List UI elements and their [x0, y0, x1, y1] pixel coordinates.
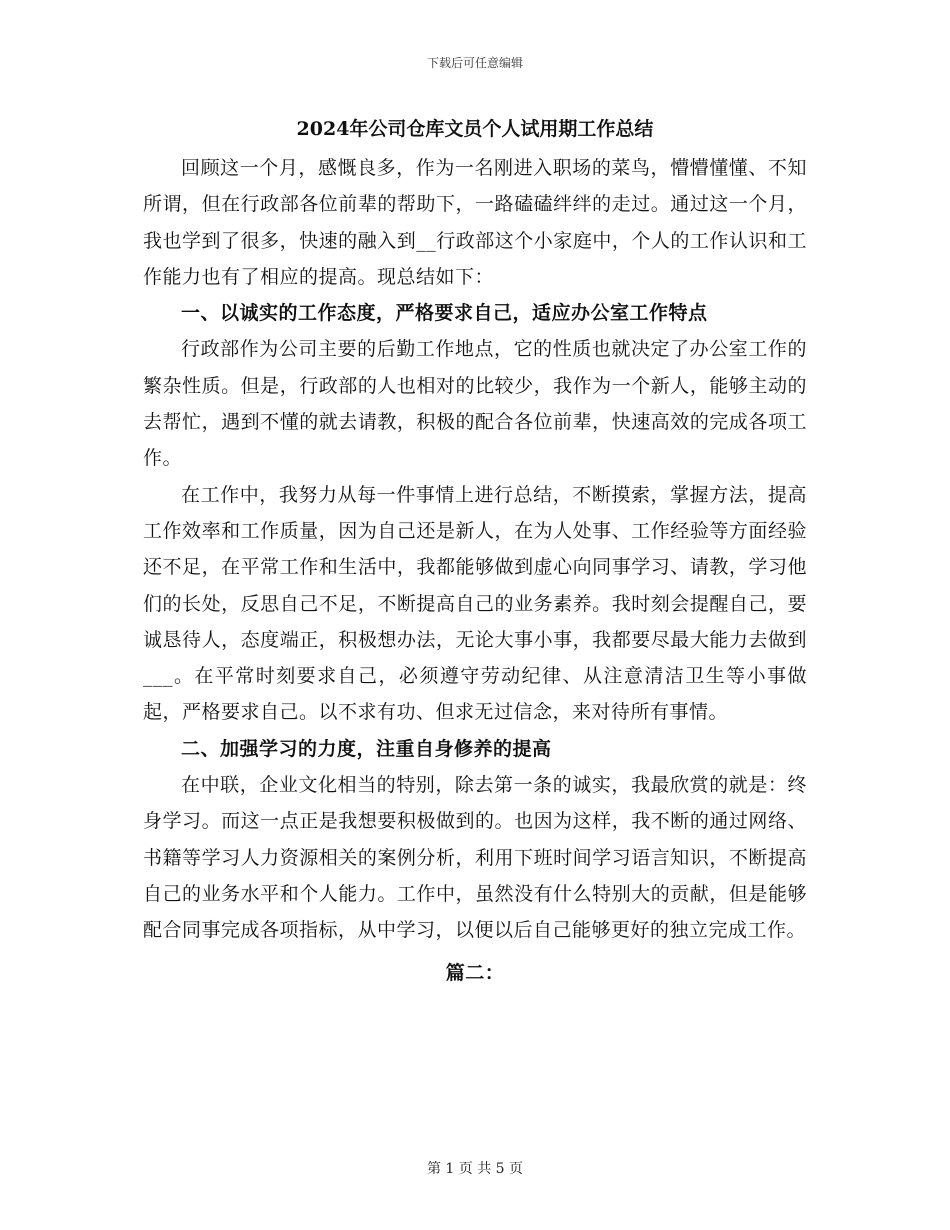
page-indicator: 第 1 页 共 5 页 [426, 1161, 524, 1177]
body-paragraph: 在工作中，我努力从每一件事情上进行总结，不断摸索，掌握方法，提高工作效率和工作质量，因为自己还是新人，在为人处事、工作经验等方面经验还不足，在平常工作和生活中，我都能够做到虚心向同事学习、请教，学习他们的长处，反思自己不足，不断提高自己的业务素养。我时刻会提醒自己，要诚恳待人，态度端正，积极想办法，无论大事小事，我都要尽最大能力去做到___。在平常时刻要求自己，必须遵守劳动纪律、从注意清洁卫生等小事做起，严格要求自己。以不求有功、但求无过信念，来对待所有事情。 [143, 483, 807, 724]
document-title: 2024年公司仓库文员个人试用期工作总结 [296, 118, 654, 140]
section-heading-1: 一、以诚实的工作态度，严格要求自己，适应办公室工作特点 [181, 302, 708, 325]
header-note: 下载后可任意编辑 [426, 56, 523, 70]
body-paragraph: 行政部作为公司主要的后勤工作地点，它的性质也就决定了办公室工作的繁杂性质。但是，行政部的人也相对的比较少，我作为一个新人，能够主动的去帮忙，遇到不懂的就去请教，积极的配合各位前辈，快速高效的完成各项工作。 [143, 338, 807, 470]
body-paragraph: 在中联，企业文化相当的特别，除去第一条的诚实，我最欣赏的就是：终身学习。而这一点正是我想要积极做到的。也因为这样，我不断的通过网络、书籍等学习人力资源相关的案例分析，利用下班时间学习语言知识，不断提高自己的业务水平和个人能力。工作中，虽然没有什么特别大的贡献，但是能够配合同事完成各项指标，从中学习，以便以后自己能够更好的独立完成工作。 [143, 774, 807, 942]
intro-paragraph: 回顾这一个月，感慨良多，作为一名刚进入职场的菜鸟，懵懵懂懂、不知所谓，但在行政部各位前辈的帮助下，一路磕磕绊绊的走过。通过这一个月，我也学到了很多，快速的融入到__行政部这个小家庭中，个人的工作认识和工作能力也有了相应的提高。现总结如下： [143, 157, 807, 288]
document-body [143, 112, 807, 991]
part-two-heading: 篇二： [445, 961, 505, 984]
section-heading-2: 二、加强学习的力度，注重自身修养的提高 [181, 737, 552, 760]
